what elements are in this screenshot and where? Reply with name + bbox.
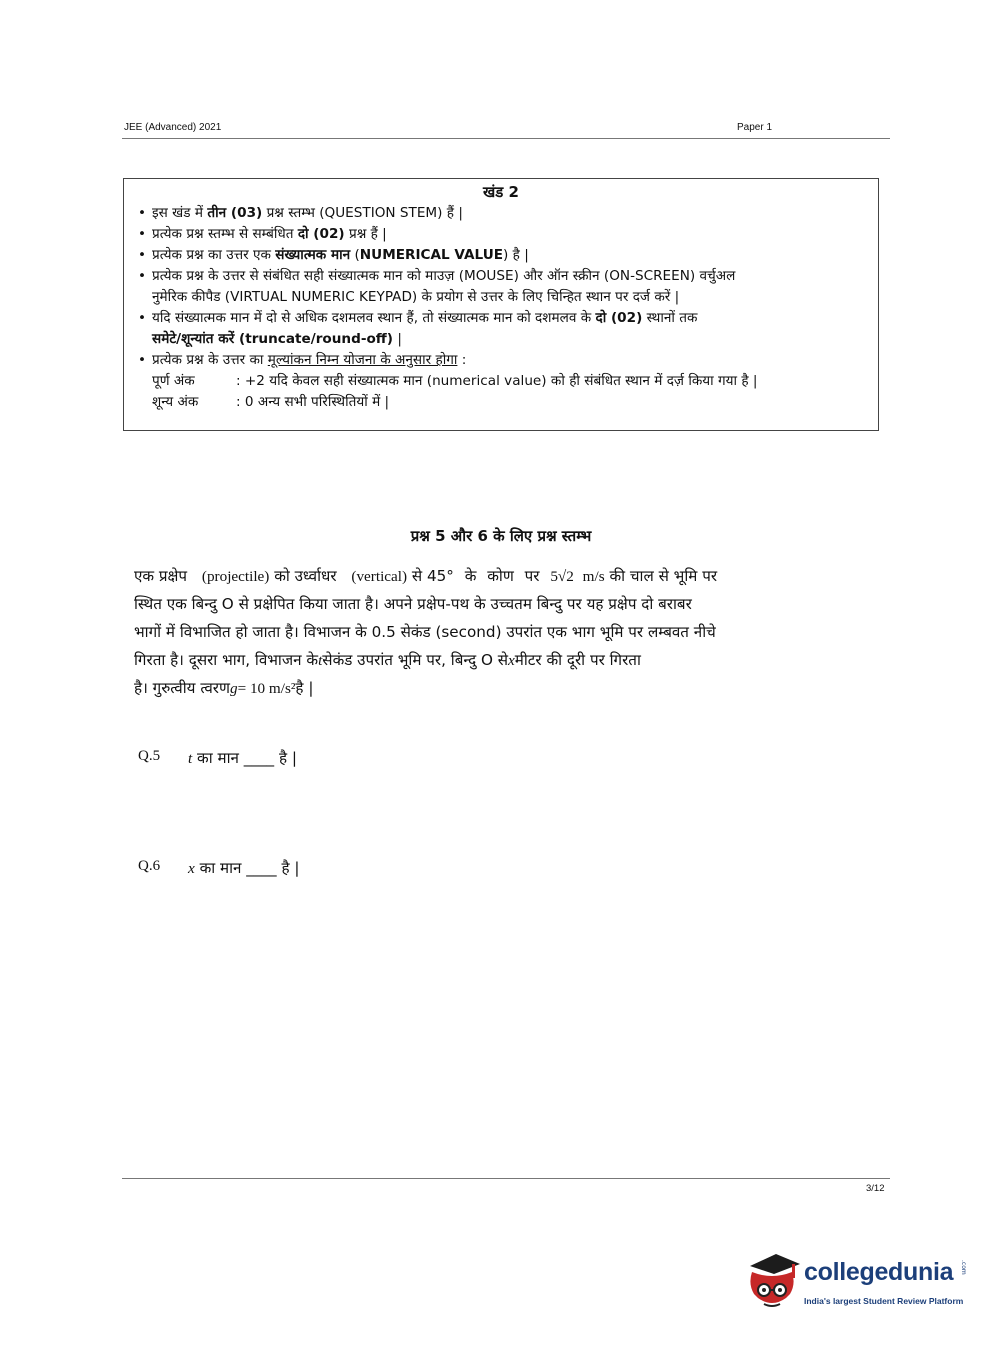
stem-line: गिरता है। दूसरा भाग, विभाजन केtसेकंड उपरांत भूमि पर, बिन्दु O सेxमीटर की दूरी पर गिरता (134, 651, 641, 669)
full-marks-text: : +2 यदि केवल सही संख्यात्मक मान (numerical value) को ही संबंधित स्थान में दर्ज़ किया गया है | (236, 373, 758, 389)
stem-line: भागों में विभाजित हो जाता है। विभाजन के 0.5 सेकंड (second) उपरांत एक भाग भूमि पर लम्बवत नीचे (134, 623, 716, 641)
page-number: 3/12 (866, 1183, 885, 1194)
question-number: Q.6 (138, 858, 161, 874)
instruction-bullet: • प्रत्येक प्रश्न के उत्तर का मूल्यांकन निम्न योजना के अनुसार होगा : (138, 352, 467, 368)
mascot-icon (742, 1250, 802, 1316)
logo-suffix: .com (960, 1260, 967, 1275)
header-paper: Paper 1 (737, 122, 773, 133)
zero-marks-label: शून्य अंक (152, 394, 199, 410)
instruction-bullet: • इस खंड में तीन (03) प्रश्न स्तम्भ (QUESTION STEM) हैं | (138, 205, 463, 221)
logo-tagline: India's largest Student Review Platform (804, 1296, 964, 1306)
instruction-bullet: • प्रत्येक प्रश्न के उत्तर से संबंधित सही संख्यात्मक मान को माउज़ (MOUSE) और ऑन स्क्रीन (ON-SCREEN) वर्चुअल (138, 268, 736, 284)
instruction-bullet: • यदि संख्यात्मक मान में दो से अधिक दशमलव स्थान हैं, तो संख्यात्मक मान को दशमलव के दो (02) स्थानों तक (138, 310, 698, 326)
header-divider (122, 138, 890, 139)
section-instructions-box (123, 178, 879, 431)
stem-line: एक प्रक्षेप (projectile) को उर्ध्वाधर (vertical) से 45° के कोण पर 5√2 m/s की चाल से भूमि पर (134, 567, 718, 585)
instruction-bullet-continuation: नुमेरिक कीपैड (VIRTUAL NUMERIC KEYPAD) के प्रयोग से उत्तर के लिए चिन्हित स्थान पर दर्ज करें | (152, 289, 680, 305)
section-title: खंड 2 (483, 183, 519, 201)
footer-divider (122, 1178, 890, 1179)
logo-wordmark: collegedunia (804, 1258, 954, 1286)
zero-marks-text: : 0 अन्य सभी परिस्थितियों में | (236, 394, 390, 410)
stem-line: स्थित एक बिन्दु O से प्रक्षेपित किया जाता है। अपने प्रक्षेप-पथ के उच्चतम बिन्दु पर यह प्रक्षेप दो बराबर (134, 595, 692, 613)
full-marks-label: पूर्ण अंक (152, 373, 195, 389)
instruction-bullet-continuation: समेटे/शून्यांत करें (truncate/round-off) | (152, 331, 402, 347)
header-exam-name: JEE (Advanced) 2021 (124, 122, 222, 133)
question-text: t का मान ____ है | (188, 749, 297, 767)
question-stem-title: प्रश्न 5 और 6 के लिए प्रश्न स्तम्भ (410, 527, 592, 545)
question-text: x का मान ____ है | (188, 859, 300, 877)
instruction-bullet: • प्रत्येक प्रश्न का उत्तर एक संख्यात्मक मान (NUMERICAL VALUE) है | (138, 247, 529, 263)
question-number: Q.5 (138, 748, 161, 764)
stem-line: है। गुरुत्वीय त्वरणg= 10 m/s²है | (134, 679, 314, 697)
instruction-bullet: • प्रत्येक प्रश्न स्तम्भ से सम्बंधित दो (02) प्रश्न हैं | (138, 226, 387, 242)
collegedunia-logo (742, 1250, 972, 1320)
